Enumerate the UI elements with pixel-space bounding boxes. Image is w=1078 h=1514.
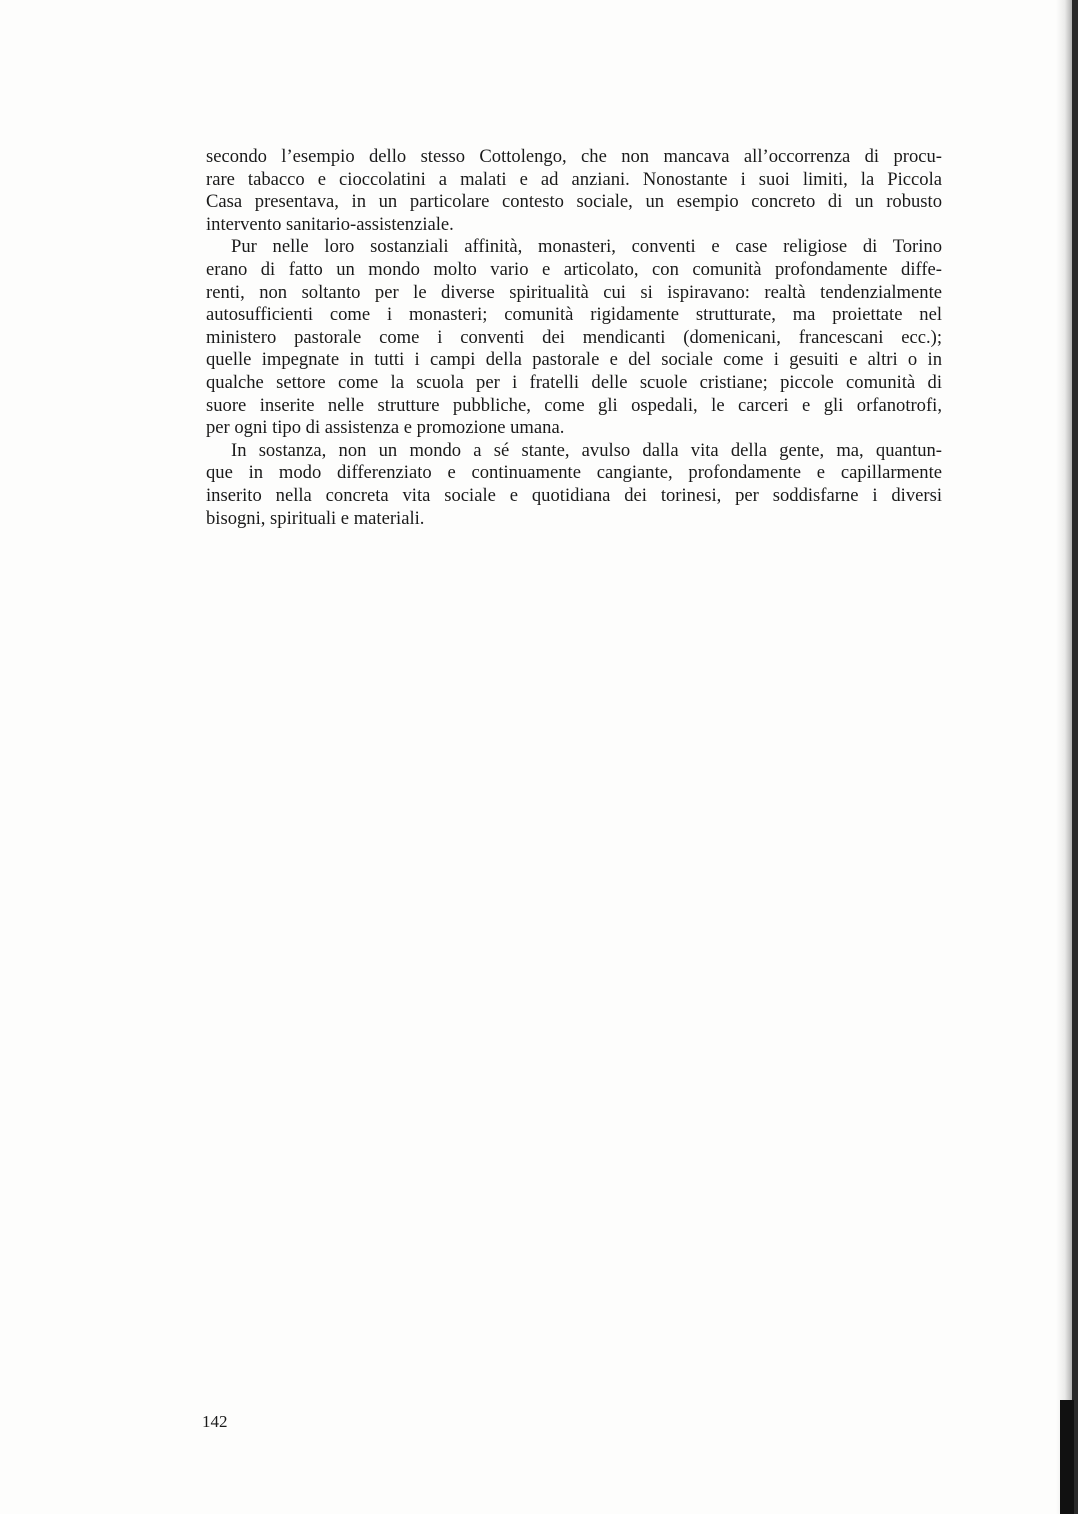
text-line: intervento sanitario-assistenziale.	[206, 213, 454, 235]
text-line: que in modo differenziato e continuamente cangiante, profondamente e capillarmente	[206, 462, 942, 484]
text-line: autosufficienti come i monasteri; comunità rigidamente strutturate, ma proiettate nel	[206, 304, 942, 326]
paragraph-3	[206, 440, 942, 530]
text-line: per ogni tipo di assistenza e promozione umana.	[206, 417, 565, 439]
page-edge-line	[1072, 0, 1078, 1514]
text-line: qualche settore come la scuola per i fratelli delle scuole cristiane; piccole comunità di	[206, 371, 942, 393]
text-line: In sostanza, non un mondo a sé stante, avulso dalla vita della gente, ma, quantun-	[231, 439, 942, 461]
text-line: quelle impegnate in tutti i campi della pastorale e del sociale come i gesuiti e altri o in	[206, 349, 942, 371]
scan-edge-mark	[1060, 1400, 1074, 1514]
text-line: bisogni, spirituali e materiali.	[206, 507, 425, 529]
paragraph-1	[206, 146, 942, 236]
page-number: 142	[202, 1412, 228, 1431]
body-text	[206, 146, 942, 530]
text-line: ministero pastorale come i conventi dei mendicanti (domenicani, francescani ecc.);	[206, 326, 942, 348]
text-line: erano di fatto un mondo molto vario e articolato, con comunità profondamente diffe-	[206, 258, 942, 280]
text-line: renti, non soltanto per le diverse spiritualità cui si ispiravano: realtà tendenzialmente	[206, 281, 942, 303]
text-line: suore inserite nelle strutture pubbliche, come gli ospedali, le carceri e gli orfanotrofi,	[206, 394, 942, 416]
text-line: Casa presentava, in un particolare contesto sociale, un esempio concreto di un robusto	[206, 191, 942, 213]
text-line: inserito nella concreta vita sociale e quotidiana dei torinesi, per soddisfarne i diversi	[206, 484, 942, 506]
paragraph-2	[206, 236, 942, 439]
text-line: secondo l’esempio dello stesso Cottolengo, che non mancava all’occorrenza di procu-	[206, 146, 942, 167]
text-line: Pur nelle loro sostanziali affinità, monasteri, conventi e case religiose di Torino	[231, 236, 942, 258]
text-line: rare tabacco e cioccolatini a malati e ad anziani. Nonostante i suoi limiti, la Piccola	[206, 168, 942, 190]
